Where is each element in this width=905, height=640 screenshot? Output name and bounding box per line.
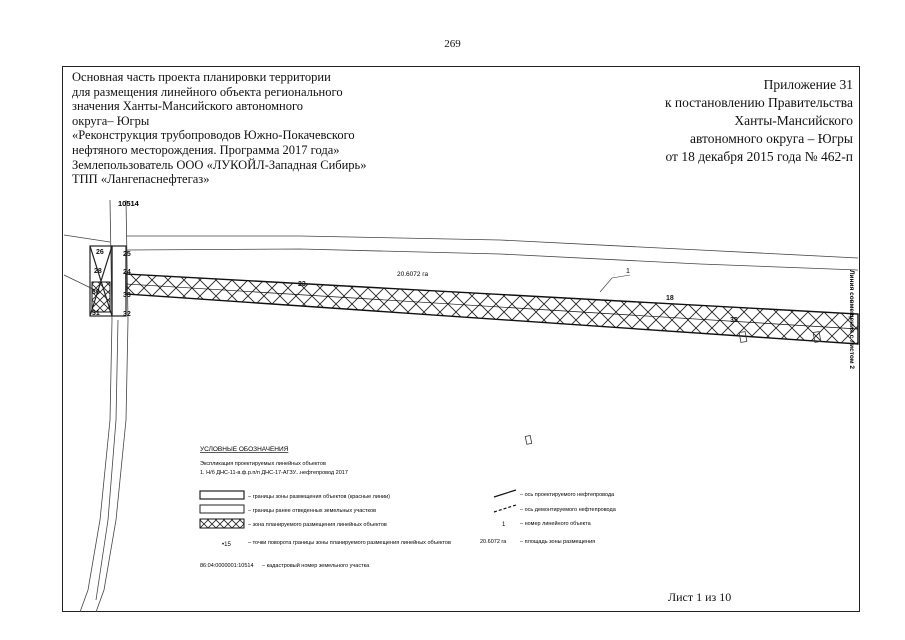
point-label: 35 <box>730 317 738 324</box>
legend-item: – площадь зоны размещения <box>520 539 596 545</box>
point-label: 23 <box>298 281 306 288</box>
legend-item: – кадастровый номер земельного участка <box>262 563 370 569</box>
legend-subtitle: 1. Н/б ДНС-11-в.ф.р.п/п ДНС-17-АГЗУ...нефтепровод 2017 <box>200 470 348 476</box>
legend-area-sample: 20.6072 га <box>480 539 507 545</box>
legend-swatch-demolished-axis <box>494 505 516 512</box>
legend-item: – границы ранее отведенных земельных участков <box>248 508 376 514</box>
point-label: 24 <box>123 269 131 276</box>
legend-title: УСЛОВНЫЕ ОБОЗНАЧЕНИЯ <box>200 446 289 453</box>
legend-item: – границы зоны размещения объектов (красные линии) <box>248 494 390 500</box>
legend-item: – зона планируемого размещения линейных объектов <box>248 522 387 528</box>
area-label: 20.6072 га <box>397 271 429 278</box>
title-line: ТПП «Лангепаснефтегаз» <box>72 172 210 187</box>
legend-swatch-prior-parcels <box>200 505 244 513</box>
appendix-line: автономного округа – Югры <box>690 131 853 146</box>
point-label: 33 <box>123 292 131 299</box>
title-line: Основная часть проекта планировки территории <box>72 70 331 84</box>
title-line: нефтяного месторождения. Программа 2017 года» <box>72 142 340 157</box>
point-label: 26 <box>96 249 104 256</box>
point-label: 32 <box>123 311 131 318</box>
appendix-line: Ханты-Мансийского <box>734 113 853 128</box>
title-line: «Реконструкция трубопроводов Южно-Покачевского <box>72 128 355 143</box>
legend-swatch-red-lines <box>200 491 244 499</box>
legend-number-sample: 1 <box>502 522 506 528</box>
point-label: 28 <box>94 268 102 275</box>
title-line: для размещения линейного объекта регионального <box>72 84 343 99</box>
sheet-match-line-note: Линия совмещения с листом 2 <box>848 270 855 369</box>
legend <box>200 446 617 569</box>
object-number: 1 <box>626 268 630 275</box>
legend-item: – точки поворота границы зоны планируемого размещения линейных объектов <box>248 540 451 546</box>
legend-swatch-placement-zone <box>200 519 244 528</box>
appendix-line: от 18 декабря 2015 года № 462-п <box>665 149 853 164</box>
point-label: 31 <box>92 310 100 317</box>
legend-subtitle: Экспликация проектируемых линейных объектов <box>200 461 326 467</box>
point-label: 25 <box>123 251 131 258</box>
map-markers <box>525 332 821 445</box>
legend-item: – ось проектируемого нефтепровода <box>520 492 615 498</box>
appendix-line: к постановлению Правительства <box>664 95 853 110</box>
legend-swatch-projected-axis <box>494 490 516 497</box>
page-number: 269 <box>444 38 461 50</box>
point-label: 18 <box>666 295 674 302</box>
appendix-line: Приложение 31 <box>763 77 853 92</box>
legend-item: – номер линейного объекта <box>520 521 591 527</box>
road-left <box>64 200 128 612</box>
parcel-number: 10514 <box>118 199 139 208</box>
sheet-number: Лист 1 из 10 <box>668 590 732 604</box>
object-leader-line <box>600 275 630 292</box>
legend-point-sample: •15 <box>222 542 231 548</box>
road-top <box>126 236 858 270</box>
point-label: 30 <box>92 289 100 296</box>
legend-cadastral-sample: 86:04:0000001:10514 <box>200 563 254 569</box>
title-line: округа– Югры <box>72 113 150 128</box>
title-line: значения Ханты-Мансийского автономного <box>72 99 304 114</box>
title-line: Землепользователь ООО «ЛУКОЙЛ-Западная Сибирь» <box>72 157 367 172</box>
pipeline-corridor <box>92 274 858 344</box>
legend-item: – ось демонтируемого нефтепровода <box>520 507 616 513</box>
